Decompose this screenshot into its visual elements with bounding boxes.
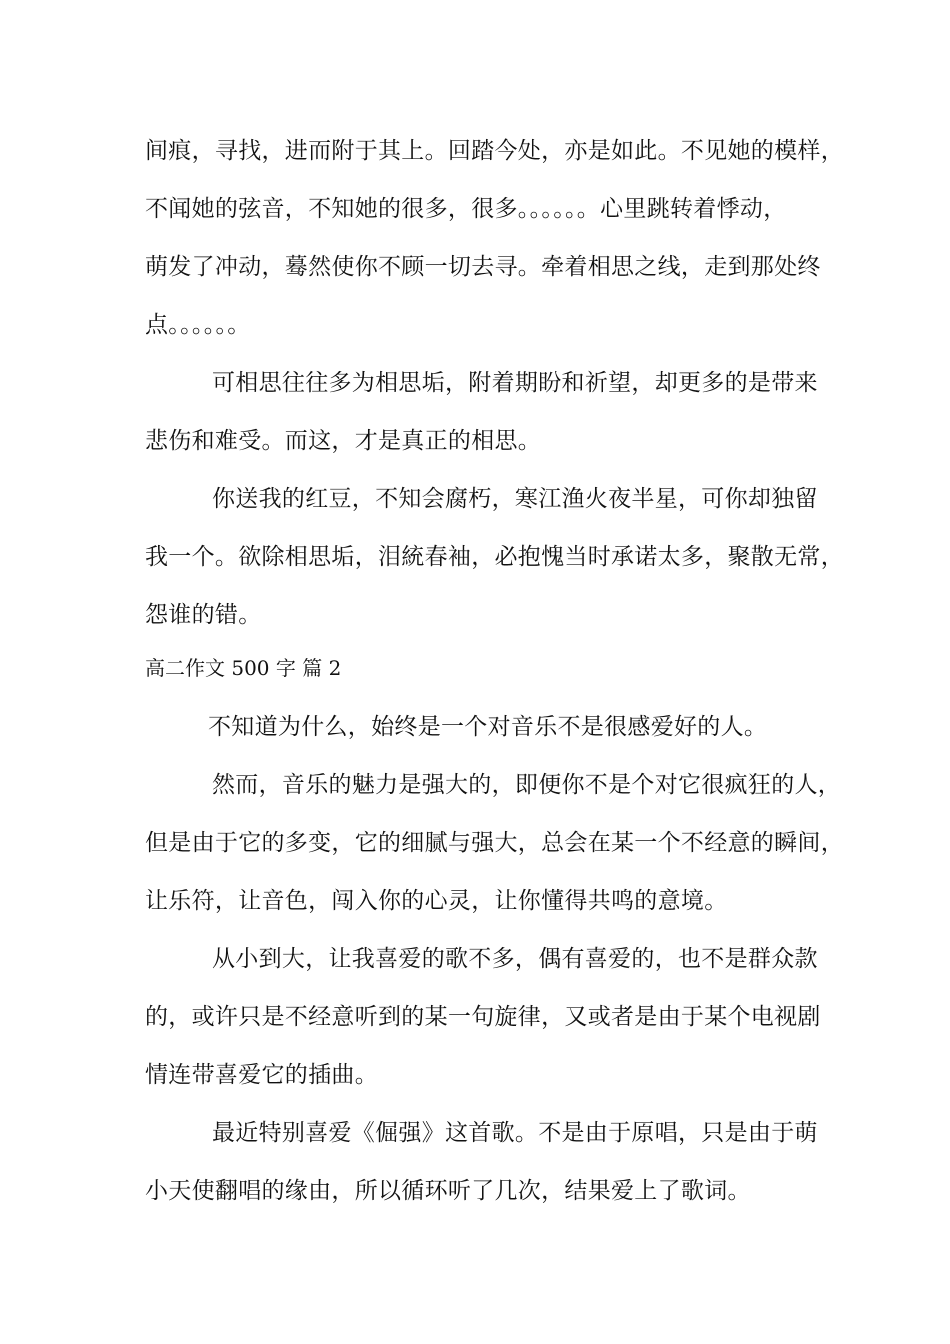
paragraph-line: 不知道为什么，始终是一个对音乐不是很感爱好的人。 bbox=[208, 714, 768, 740]
section-heading: 高二作文 500 字 篇 2 bbox=[145, 656, 342, 680]
paragraph-line: 点。。。。。。 bbox=[145, 312, 251, 338]
paragraph-line: 间痕，寻找，进而附于其上。回踏今处，亦是如此。不见她的模样， bbox=[145, 138, 844, 164]
paragraph-line: 你送我的红豆，不知会腐朽，寒江渔火夜半星，可你却独留 bbox=[212, 486, 818, 512]
paragraph-line: 可相思往往多为相思垢，附着期盼和祈望，却更多的是带来 bbox=[212, 370, 818, 396]
paragraph-line: 情连带喜爱它的插曲。 bbox=[145, 1062, 378, 1088]
paragraph-line: 让乐符，让音色，闯入你的心灵，让你懂得共鸣的意境。 bbox=[145, 888, 728, 914]
paragraph-line: 悲伤和难受。而这，才是真正的相思。 bbox=[145, 428, 542, 454]
paragraph-line: 我一个。欲除相思垢，泪統春袖，必抱愧当时承诺太多，聚散无常， bbox=[145, 544, 844, 570]
paragraph-line: 怨谁的错。 bbox=[145, 602, 262, 628]
paragraph-line: 但是由于它的多变，它的细腻与强大，总会在某一个不经意的瞬间， bbox=[145, 830, 844, 856]
paragraph-line: 然而，音乐的魅力是强大的，即便你不是个对它很疯狂的人， bbox=[212, 772, 842, 798]
paragraph-line: 小天使翻唱的缘由，所以循环听了几次，结果爱上了歌词。 bbox=[145, 1178, 751, 1204]
paragraph-line: 的，或许只是不经意听到的某一句旋律，又或者是由于某个电视剧 bbox=[145, 1004, 821, 1030]
paragraph-line: 最近特别喜爱《倔强》这首歌。不是由于原唱，只是由于萌 bbox=[212, 1120, 818, 1146]
paragraph-line: 不闻她的弦音，不知她的很多，很多。。。。。。心里跳转着悸动， bbox=[145, 196, 787, 222]
paragraph-line: 萌发了冲动，蓦然使你不顾一切去寻。牵着相思之线，走到那处终 bbox=[145, 254, 821, 280]
paragraph-line: 从小到大，让我喜爱的歌不多，偶有喜爱的，也不是群众款 bbox=[212, 946, 818, 972]
